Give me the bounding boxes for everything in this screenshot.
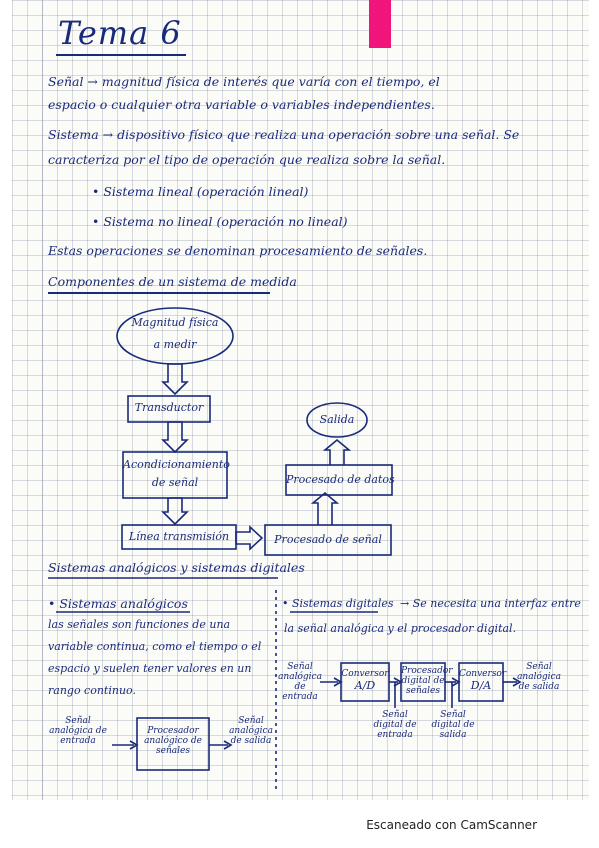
salida-label: Salida bbox=[319, 413, 355, 426]
digital-text-1: → Se necesita una interfaz entre bbox=[400, 597, 581, 610]
procesado-senal-label: Procesado de señal bbox=[274, 533, 382, 546]
analog-text-2: variable continua, como el tiempo o el bbox=[48, 640, 262, 653]
definition-sistema-line1: Sistema → dispositivo físico que realiza una operación sobre una señal. Se bbox=[48, 127, 520, 142]
da-label: Conversor D/A bbox=[459, 669, 507, 692]
magnitud-label-1: Magnitud física bbox=[131, 316, 219, 329]
bullet-sistema-no-lineal: • Sistema no lineal (operación no lineal) bbox=[92, 214, 348, 229]
analog-in-label: Señal analógica de entrada bbox=[49, 716, 107, 746]
ad-label: Conversor A/D bbox=[341, 669, 389, 692]
digital-in-signal-label: Señal digital de entrada bbox=[373, 710, 417, 740]
page-title: Tema 6 bbox=[58, 14, 182, 52]
down-arrow-3 bbox=[163, 498, 187, 524]
definition-senal-line2: espacio o cualquier otra variable o variables independientes. bbox=[48, 97, 435, 112]
analog-text-4: rango continuo. bbox=[48, 684, 136, 697]
digital-in-label: Señal analógica de entrada bbox=[278, 662, 322, 702]
digital-out-signal-label: Señal digital de salida bbox=[431, 710, 475, 740]
proc-digital-label: Procesador digital de señales bbox=[401, 666, 453, 696]
up-arrow-1 bbox=[313, 493, 337, 525]
acond-label-2: de señal bbox=[151, 476, 199, 489]
analog-out-label: Señal analógica de salida bbox=[229, 716, 273, 746]
analog-text-1: las señales son funciones de una bbox=[48, 618, 231, 631]
procesamiento-line: Estas operaciones se denominan procesamiento de señales. bbox=[48, 243, 428, 258]
camscanner-footer: Escaneado con CamScanner bbox=[366, 818, 537, 832]
heading-sistemas: Sistemas analógicos y sistemas digitales bbox=[48, 560, 305, 575]
magnitud-label-2: a medir bbox=[153, 338, 197, 351]
up-arrow-2 bbox=[325, 440, 349, 465]
right-arrow bbox=[236, 527, 262, 549]
bullet-sistema-lineal: • Sistema lineal (operación lineal) bbox=[92, 184, 309, 199]
digital-title: • Sistemas digitales bbox=[282, 597, 394, 610]
definition-sistema-line2: caracteriza por el tipo de operación que realiza sobre la señal. bbox=[48, 152, 446, 167]
down-arrow-2 bbox=[163, 422, 187, 452]
linea-label: Línea transmisión bbox=[128, 530, 230, 543]
analog-title: • Sistemas analógicos bbox=[48, 596, 188, 611]
transductor-label: Transductor bbox=[134, 401, 204, 414]
definition-senal-line1: Señal → magnitud física de interés que varía con el tiempo, el bbox=[48, 74, 440, 89]
digital-text-2: la señal analógica y el procesador digital. bbox=[284, 622, 517, 635]
procesado-datos-label: Procesado de datos bbox=[286, 473, 395, 486]
analog-box-label: Procesador analógico de señales bbox=[144, 726, 202, 756]
heading-componentes: Componentes de un sistema de medida bbox=[48, 274, 297, 289]
analog-text-3: espacio y suelen tener valores en un bbox=[48, 662, 252, 675]
acond-label-1: Acondicionamiento bbox=[123, 458, 230, 471]
digital-out-label: Señal analógica de salida bbox=[517, 662, 561, 692]
down-arrow-1 bbox=[163, 364, 187, 394]
